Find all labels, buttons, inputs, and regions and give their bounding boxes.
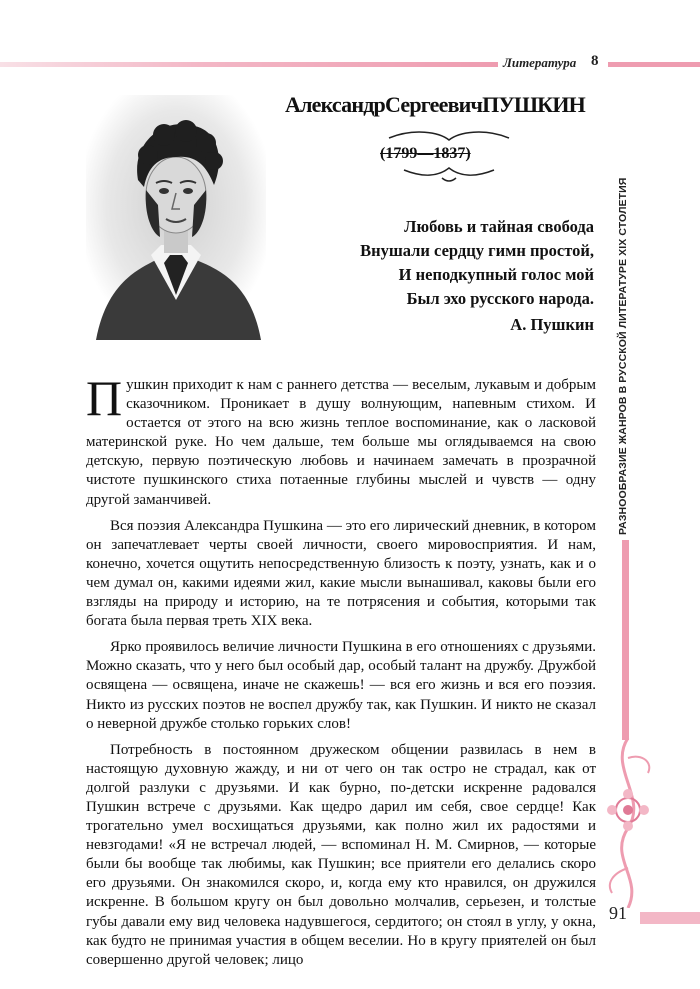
page-number: 91 <box>609 903 627 923</box>
side-accent-bar <box>622 540 629 740</box>
footer-accent-bar <box>640 912 700 924</box>
header-rule-left <box>0 62 498 67</box>
article-body <box>86 370 596 977</box>
epigraph <box>360 215 594 337</box>
drop-cap: П <box>86 370 123 426</box>
author-last-name: ПУШКИН <box>482 92 585 117</box>
paragraph <box>86 370 596 510</box>
epigraph-author: А. Пушкин <box>510 315 594 334</box>
author-first-name: Александр <box>285 92 385 117</box>
epigraph-line: И неподкупный голос мой <box>398 265 594 284</box>
paragraph: Потребность в постоянном дружеском общении развилась в нем в настоящую духовную жажду, и ни от чего он так остро не страдал, как от долгой разлуки с друзьями. И как бурно, по-детски искренне радовался Пушкин встрече с друзьями. Как щедро дарил им себя, свое сердце! Как трогательно умел восхищаться друзьями, как полно жил их радостями и невзгодами! «Я не встречал людей, — вспоминал Н. М. Смирнов, — которые были бы вообще так любимы, как Пушкин; все приятели его делались скоро его друзьями. Он знакомился скоро, и, когда ему кто нравился, он дружился искренне. В большом кругу он был довольно молчалив, серьезен, и толстые губы давали ему вид человека надувшегося, сердитого; он стоял в углу, у окна, как будто не принимая участия в общем веселии. Но в кругу приятелей он был совершенно другой человек; лицо <box>86 741 596 968</box>
paragraph: Вся поэзия Александра Пушкина — это его лирический дневник, в котором он запечатлевает черты своей личности, своего мировосприятия. И нам, конечно, хочется ощутить непосредственную близость к поэту, узнать, как и о чем думал он, какими идеями жил, какие мысли вынашивал, каковы были его взгляды на природу и историю, на те потрясения и события, которыми так богата была первая треть XIX века. <box>86 517 596 630</box>
author-patronymic: Сергеевич <box>385 92 483 117</box>
pushkin-portrait <box>86 95 266 340</box>
header-grade: 8 <box>591 53 599 69</box>
side-label-text: РАЗНООБРАЗИЕ ЖАНРОВ В РУССКОЙ ЛИТЕРАТУРЕ XIX СТОЛЕТИЯ <box>617 177 629 535</box>
header-subject: Литература <box>503 55 577 70</box>
side-section-label <box>617 155 633 535</box>
epigraph-line: Любовь и тайная свобода <box>404 217 594 236</box>
author-years: (1799—1837) <box>380 145 471 162</box>
header-rule-right <box>608 62 700 67</box>
epigraph-line: Был эхо русского народа. <box>406 289 594 308</box>
author-name <box>285 92 585 118</box>
epigraph-line: Внушали сердцу гимн простой, <box>360 241 594 260</box>
paragraph-text: ушкин приходит к нам с раннего детства — веселым, лукавым и добрым сказочником. Проникает в душу волнующим, напевным стихом. И остается от этого на всю жизнь теплое воспоминание, как о ласковой материнской руке. Но чем дальше, тем больше мы оглядываемся на свою детскую, первую поэтическую любовь и начинаем замечать в прозрачной чистоте пушкинского стиха потаенные глубины мыслей и чувств — одну другой заманчивей. <box>86 377 596 508</box>
floral-ornament-icon <box>598 738 658 908</box>
paragraph: Ярко проявилось величие личности Пушкина в его отношениях с друзьями. Можно сказать, что у него был особый дар, особый талант на дружбу. Дружбой освящена — освящена, иначе не скажешь! — вся его жизнь и вся его поэзия. Никто из русских поэтов не воспел дружбу так, как Пушкин. И никто не сказал о неверной дружбе столько горьких слов! <box>86 639 596 732</box>
